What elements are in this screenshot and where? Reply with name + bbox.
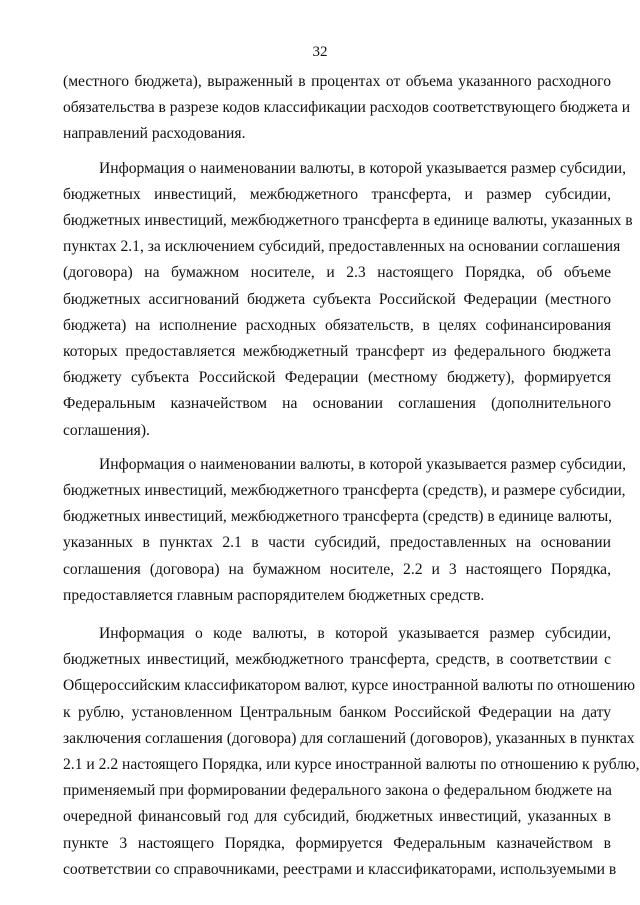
text-line: пункте 3 настоящего Порядка, формируется Федеральным казначейством в [63, 834, 611, 852]
text-line: (договора) на бумажном носителе, и 2.3 настоящего Порядка, об объеме [63, 264, 611, 282]
text-line: предоставляется главным распорядителем бюджетных средств. [63, 586, 485, 604]
text-line: бюджетных инвестиций, межбюджетного трансферта, и размер субсидии, [63, 185, 611, 203]
text-line: которых предоставляется межбюджетный трансферт из федерального бюджета [63, 343, 611, 361]
paragraph-4 [63, 621, 640, 883]
text-line: бюджетных ассигнований бюджета субъекта Российской Федерации (местного [63, 290, 611, 308]
paragraph-1 [63, 69, 631, 148]
text-line: бюджетных инвестиций, межбюджетного трансферта в единице валюты, указанных в [63, 212, 633, 230]
text-line: указанных в пунктах 2.1 в части субсидий, предоставленных на основании [63, 534, 611, 552]
text-line: бюджетных инвестиций, межбюджетного трансферта (средств) в единице валюты, [63, 508, 613, 526]
text-line: Информация о наименовании валюты, в которой указывается размер субсидии, [99, 455, 627, 473]
text-line: Общероссийским классификатором валют, курсе иностранной валюты по отношению [63, 677, 635, 695]
text-line: пунктах 2.1, за исключением субсидий, предоставленных на основании соглашения [63, 238, 621, 256]
text-line: соглашения). [63, 421, 150, 439]
text-line: применяемый при формировании федерального закона о федеральном бюджете на [63, 782, 612, 800]
text-line: Федеральным казначейством на основании соглашения (дополнительного [63, 395, 611, 413]
text-line: очередной финансовый год для субсидий, бюджетных инвестиций, указанных в [63, 808, 611, 826]
text-line: направлений расходования. [63, 125, 246, 143]
paragraph-3 [63, 452, 627, 609]
paragraph-2 [63, 156, 633, 444]
text-line: соответствии со справочниками, реестрами и классификаторами, используемыми в [63, 860, 617, 878]
text-line: (местного бюджета), выраженный в процентах от объема указанного расходного [63, 73, 611, 90]
text-line: Информация о наименовании валюты, в которой указывается размер субсидии, [99, 159, 627, 177]
text-line: бюджету субъекта Российской Федерации (местному бюджету), формируется [63, 369, 611, 387]
text-line: Информация о коде валюты, в которой указывается размер субсидии, [99, 625, 611, 643]
text-line: бюджетных инвестиций, межбюджетного трансферта, средств, в соответствии с [63, 651, 611, 669]
text-line: соглашения (договора) на бумажном носителе, 2.2 и 3 настоящего Порядка, [63, 560, 611, 578]
text-line: обязательства в разрезе кодов классификации расходов соответствующего бюджета и [63, 99, 631, 117]
text-body [63, 69, 640, 883]
text-line: 2.1 и 2.2 настоящего Порядка, или курсе иностранной валюты по отношению к рублю, [63, 756, 640, 774]
page-number: 32 [312, 44, 328, 60]
text-line: бюджетных инвестиций, межбюджетного трансферта (средств), и размере субсидии, [63, 482, 626, 500]
text-line: к рублю, установленном Центральным банком Российской Федерации на дату [63, 703, 611, 721]
text-line: заключения соглашения (договора) для соглашений (договоров), указанных в пунктах [63, 729, 635, 747]
text-line: бюджета) на исполнение расходных обязательств, в целях софинансирования [63, 316, 611, 334]
